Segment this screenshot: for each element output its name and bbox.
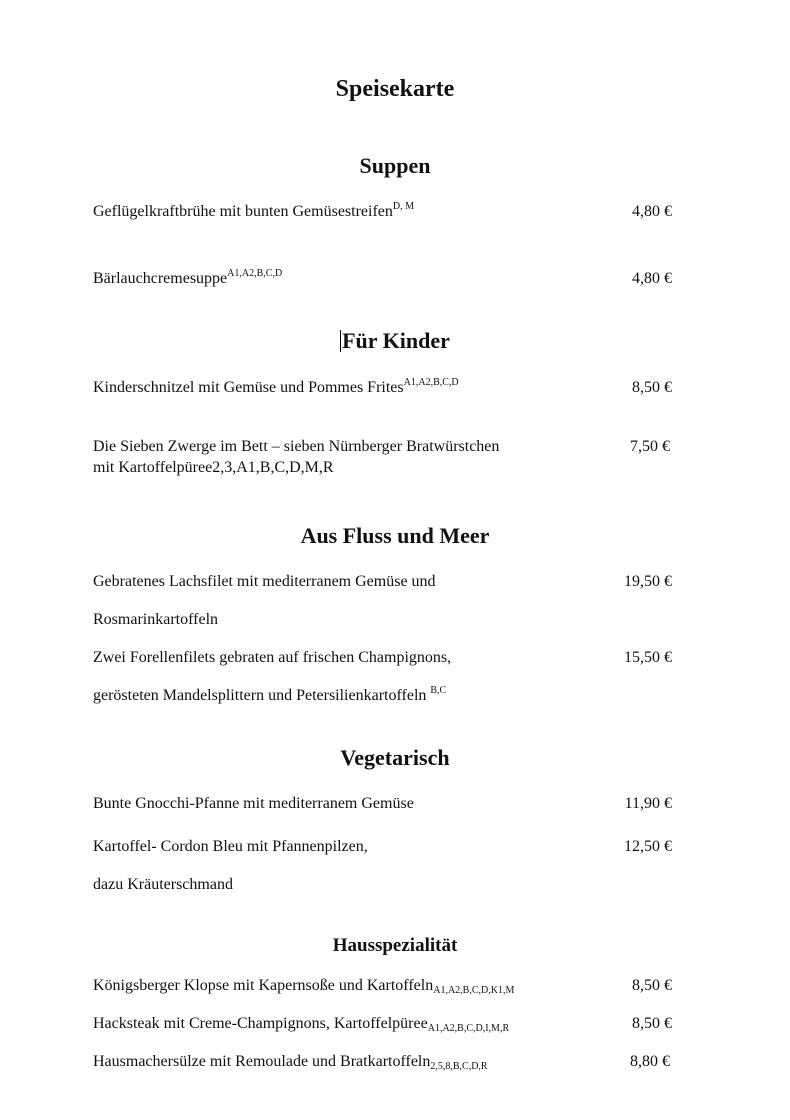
menu-item-name: Bunte Gnocchi-Pfanne mit mediterranem Gemüse	[93, 795, 414, 812]
section-heading-aus-fluss-und-meer: Aus Fluss und Meer	[300, 523, 490, 548]
menu-item-name: Hausmachersülze mit Remoulade und Bratkartoffeln$_{2,5,8,B,C,D,R}$	[93, 1053, 488, 1072]
page-title: Speisekarte	[335, 76, 455, 102]
allergen-codes: 2,5,8,B,C,D,R	[430, 1061, 488, 1072]
menu-item-price: 4,80 €	[632, 203, 672, 220]
menu-item-name-line2: mit Kartoffelpüree2,3,A1,B,C,D,M,R	[93, 459, 334, 476]
menu-item-price: 11,90 €	[624, 795, 672, 812]
menu-item-name: Hacksteak mit Creme-Champignons, Kartoffelpüree$_{A1,A2,B,C,D,I,M,R}$	[93, 1015, 510, 1034]
section-heading-suppen: Suppen	[359, 153, 431, 178]
allergen-codes: B,C	[430, 685, 447, 696]
allergen-codes: A1,A2,B,C,D,I,M,R	[427, 1023, 510, 1034]
menu-item-name-line1: Zwei Forellenfilets gebraten auf frischen Champignons,	[93, 649, 452, 666]
allergen-codes: A1,A2,B,C,D	[403, 377, 459, 388]
menu-item-price: 8,50 €	[632, 379, 672, 396]
menu-item-name: Bärlauchcremesuppe$^{A1,A2,B,C,D}$	[93, 268, 283, 287]
menu-item-price: 8,50 €	[632, 977, 672, 994]
menu-item-price: 19,50 €	[624, 573, 672, 590]
menu-item-price: 12,50 €	[624, 838, 672, 855]
allergen-codes: D, M	[392, 201, 415, 212]
menu-item-name-line2: gerösteten Mandelsplittern und Petersilienkartoffeln $^{B,C}$	[93, 685, 447, 704]
menu-item-price: 15,50 €	[624, 649, 672, 666]
menu-item-price: 8,50 €	[632, 1015, 672, 1032]
allergen-codes: A1,A2,B,C,D	[227, 268, 283, 279]
text-cursor	[340, 330, 341, 352]
menu-item-name: Kinderschnitzel mit Gemüse und Pommes Frites$^{A1,A2,B,C,D}$	[93, 377, 459, 396]
section-heading-fuer-kinder: Für Kinder	[342, 328, 450, 353]
menu-item-price: 8,80 €	[630, 1053, 670, 1070]
section-heading-vegetarisch: Vegetarisch	[340, 745, 450, 770]
menu-item-name-line2: dazu Kräuterschmand	[93, 876, 233, 893]
section-heading-hausspezialitaet: Hausspezialität	[332, 935, 458, 956]
menu-item-price: 7,50 €	[630, 438, 670, 455]
menu-item-name-line1: Gebratenes Lachsfilet mit mediterranem Gemüse und	[93, 573, 436, 590]
menu-item-name-line1: Die Sieben Zwerge im Bett – sieben Nürnberger Bratwürstchen	[93, 438, 500, 455]
menu-item-price: 4,80 €	[632, 270, 672, 287]
allergen-codes: A1,A2,B,C,D,K1,M	[433, 985, 515, 996]
menu-item-name: Geflügelkraftbrühe mit bunten Gemüsestreifen$^{D, M}$	[93, 201, 415, 220]
menu-item-name: Königsberger Klopse mit Kapernsoße und Kartoffeln$_{A1,A2,B,C,D,K1,M}$	[93, 977, 515, 996]
menu-item-name-line2: Rosmarinkartoffeln	[93, 611, 219, 628]
menu-item-name-line1: Kartoffel- Cordon Bleu mit Pfannenpilzen,	[93, 838, 368, 855]
